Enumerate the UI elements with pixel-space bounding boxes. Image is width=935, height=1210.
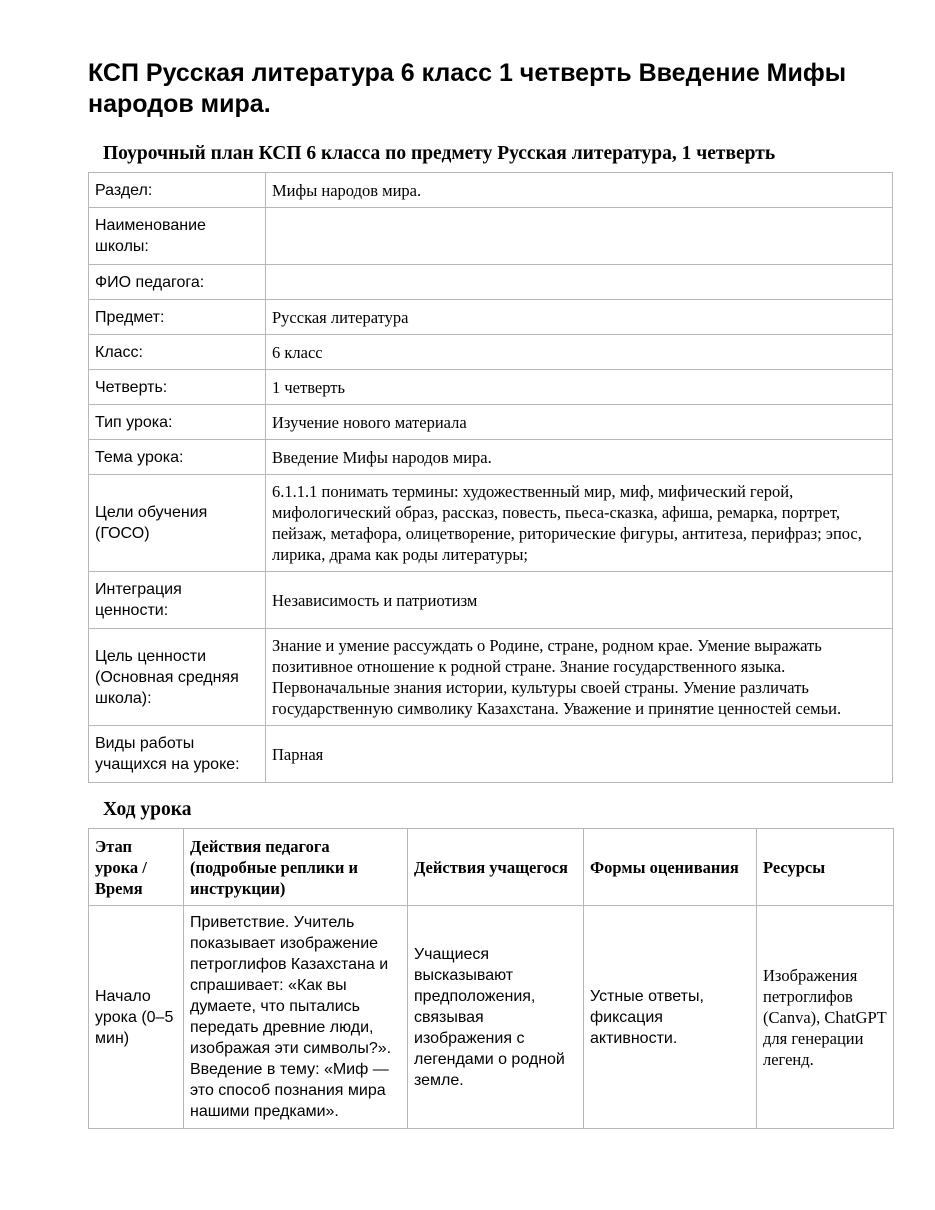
table-row [89, 370, 893, 405]
info-value: 6.1.1.1 понимать термины: художественный мир, миф, мифический герой, мифологический образ, рассказ, повесть, пьеса-сказка, афиша, ремарка, портрет, пейзаж, метафора, олицетворение, риторические фигуры, антитеза, перифраз; эпос, лирика, драма как роды литературы; [266, 475, 893, 572]
table-header-row [89, 829, 894, 906]
table-row [89, 265, 893, 300]
info-value: 6 класс [266, 335, 893, 370]
cell-stage: Начало урока (0–5 мин) [89, 906, 184, 1129]
table-row [89, 173, 893, 208]
info-value: Мифы народов мира. [266, 173, 893, 208]
info-key: Наименование школы: [89, 208, 266, 265]
lesson-info-table [88, 172, 893, 783]
table-row [89, 208, 893, 265]
info-key: Цели обучения (ГОСО) [89, 475, 266, 572]
column-header-assessment: Формы оценивания [584, 829, 757, 906]
column-header-teacher: Действия педагога (подробные реплики и инструкции) [184, 829, 408, 906]
cell-resources: Изображения петроглифов (Canva), ChatGPT для генерации легенд. [757, 906, 894, 1129]
info-key: Цель ценности (Основная средняя школа): [89, 629, 266, 726]
table-row [89, 335, 893, 370]
document-page [88, 58, 893, 1129]
info-key: Предмет: [89, 300, 266, 335]
cell-student-actions: Учащиеся высказывают предположения, связывая изображения с легендами о родной земле. [408, 906, 584, 1129]
info-value: Изучение нового материала [266, 405, 893, 440]
info-value: 1 четверть [266, 370, 893, 405]
info-value: Парная [266, 726, 893, 783]
info-value: Независимость и патриотизм [266, 572, 893, 629]
document-title: КСП Русская литература 6 класс 1 четверть Введение Мифы народов мира. [88, 59, 847, 118]
info-value: Введение Мифы народов мира. [266, 440, 893, 475]
info-key: Раздел: [89, 173, 266, 208]
cell-assessment: Устные ответы, фиксация активности. [584, 906, 757, 1129]
table-row [89, 300, 893, 335]
info-key: Четверть: [89, 370, 266, 405]
info-key: Тема урока: [89, 440, 266, 475]
info-key: Интеграция ценности: [89, 572, 266, 629]
info-key: Виды работы учащихся на уроке: [89, 726, 266, 783]
lesson-steps-table [88, 828, 894, 1129]
lesson-heading: Ход урока [103, 799, 192, 820]
table-row [89, 629, 893, 726]
column-header-student: Действия учащегося [408, 829, 584, 906]
info-value: Русская литература [266, 300, 893, 335]
info-key: ФИО педагога: [89, 265, 266, 300]
table-row [89, 572, 893, 629]
plan-heading: Поурочный план КСП 6 класса по предмету Русская литература, 1 четверть [103, 143, 776, 164]
column-header-resources: Ресурсы [757, 829, 894, 906]
table-row [89, 440, 893, 475]
cell-teacher-actions: Приветствие. Учитель показывает изображение петроглифов Казахстана и спрашивает: «Как вы думаете, что пытались передать древние люди, изображая эти символы?». Введение в тему: «Миф — это способ познания мира нашими предками». [184, 906, 408, 1129]
table-row [89, 906, 894, 1129]
column-header-stage: Этап урока / Время [89, 829, 184, 906]
info-key: Тип урока: [89, 405, 266, 440]
table-row [89, 726, 893, 783]
info-value: Знание и умение рассуждать о Родине, стране, родном крае. Умение выражать позитивное отношение к родной стране. Знание государственного языка. Первоначальные знания истории, культуры своей страны. Умение различать государственную символику Казахстана. Уважение и принятие ценностей семьи. [266, 629, 893, 726]
table-row [89, 405, 893, 440]
info-value [266, 208, 893, 265]
info-key: Класс: [89, 335, 266, 370]
info-value [266, 265, 893, 300]
table-row [89, 475, 893, 572]
